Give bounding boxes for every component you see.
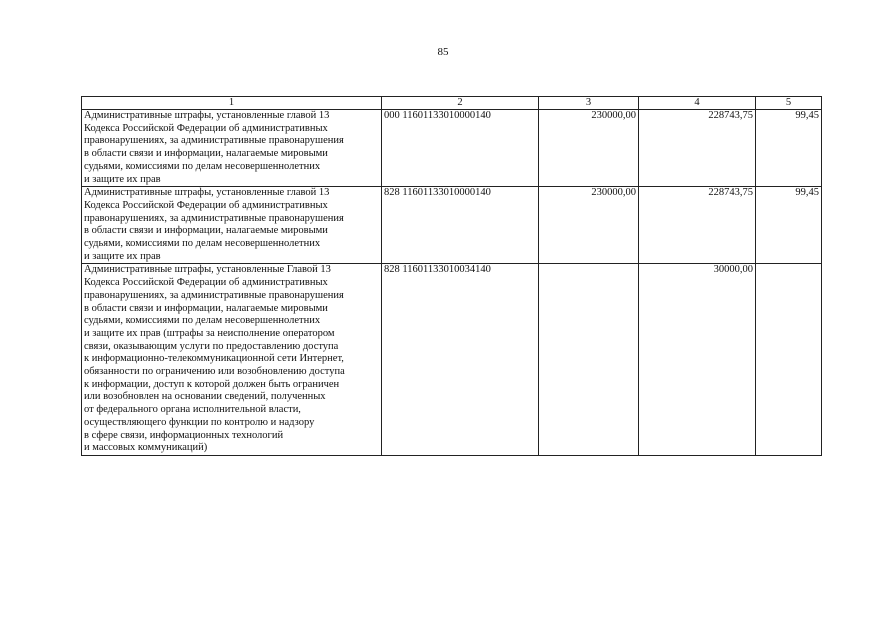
table-row bbox=[82, 110, 822, 187]
header-row bbox=[82, 97, 822, 110]
table-row bbox=[82, 187, 822, 264]
row-code-cell: 000 11601133010000140 bbox=[382, 110, 539, 187]
page-number: 85 bbox=[437, 46, 449, 58]
row-name-cell: Административные штрафы, установленные Главой 13 Кодекса Российской Федерации об административных правонарушениях, за административные правонарушения в области связи и информации, налагаемые мировыми судьями, комиссиями по делам несовершеннолетних и защите их прав (штрафы за неисполнение оператором связи, оказывающим услуги по предоставлению доступа к информационно-телекоммуникационной сети Интернет, обязанности по ограничению или возобновлению доступа к информации, доступ к которой должен быть ограничен или возобновлен на основании сведений, полученных от федерального органа исполнительной власти, осуществляющего функции по контролю и надзору в сфере связи, информационных технологий и массовых коммуникаций) bbox=[82, 264, 382, 456]
column-header: 5 bbox=[756, 97, 822, 110]
row-name-cell: Административные штрафы, установленные главой 13 Кодекса Российской Федерации об административных правонарушениях, за административные правонарушения в области связи и информации, налагаемые мировыми судьями, комиссиями по делам несовершеннолетних и защите их прав bbox=[82, 110, 382, 187]
row-code-cell: 828 11601133010000140 bbox=[382, 187, 539, 264]
row-code-cell: 828 11601133010034140 bbox=[382, 264, 539, 456]
row-percent-cell: 99,45 bbox=[756, 110, 822, 187]
row-actual-cell: 30000,00 bbox=[639, 264, 756, 456]
report-table bbox=[81, 96, 822, 456]
row-actual-cell: 228743,75 bbox=[639, 110, 756, 187]
column-header: 1 bbox=[82, 97, 382, 110]
table-row bbox=[82, 264, 822, 456]
column-header: 2 bbox=[382, 97, 539, 110]
row-percent-cell: 99,45 bbox=[756, 187, 822, 264]
row-plan-cell bbox=[539, 264, 639, 456]
row-actual-cell: 228743,75 bbox=[639, 187, 756, 264]
row-name-cell: Административные штрафы, установленные главой 13 Кодекса Российской Федерации об административных правонарушениях, за административные правонарушения в области связи и информации, налагаемые мировыми судьями, комиссиями по делам несовершеннолетних и защите их прав bbox=[82, 187, 382, 264]
row-plan-cell: 230000,00 bbox=[539, 187, 639, 264]
column-header: 4 bbox=[639, 97, 756, 110]
row-percent-cell bbox=[756, 264, 822, 456]
row-plan-cell: 230000,00 bbox=[539, 110, 639, 187]
column-header: 3 bbox=[539, 97, 639, 110]
